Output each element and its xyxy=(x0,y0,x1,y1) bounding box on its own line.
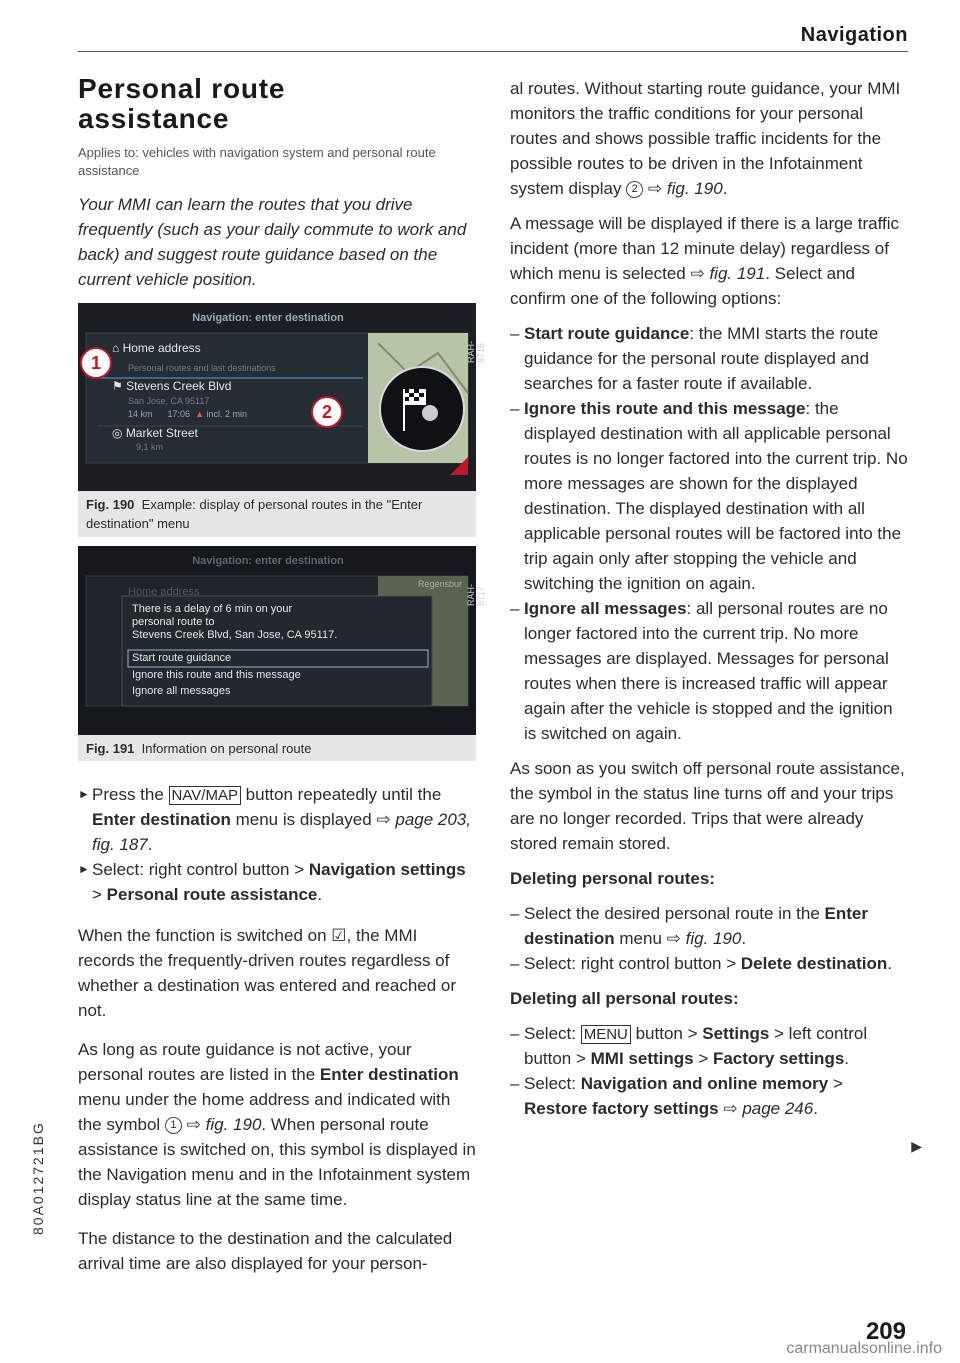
da2-bold-1: Navigation and online memory xyxy=(580,1074,829,1093)
delete-all-step-1: – Select: MENU button > Settings > left control button > MMI settings > Factory settings. xyxy=(510,1024,868,1068)
para1-text-b: , the MMI records the frequently-driven routes regardless of whether a destination was entered and reached or not. xyxy=(78,926,457,1020)
da2-text-a: Select: xyxy=(524,1074,581,1093)
fig190-personal-header: Personal routes and last destinations xyxy=(128,363,276,373)
step2-text-a: Select: right control button > xyxy=(92,860,309,879)
para1-text-a: When the function is switched on xyxy=(78,926,332,945)
left-para-1 xyxy=(78,923,476,1023)
option-ignore-all: – Ignore all messages: all personal routes are no longer factored into the current trip. No more messages are displayed. Messages for personal routes when there is increased traffic will appear again after the vehicle is stopped and the ignition is switched on again. xyxy=(510,599,893,743)
para2-text-c: . When personal route assistance is switched on, this symbol is displayed in the Navigation menu and in the Infotainment system display status line at the same time. xyxy=(78,1115,476,1209)
fig191-map-label: Regensbur xyxy=(418,579,463,589)
da1-text-c: > left control button > xyxy=(524,1024,868,1068)
fig190-route1: ⚑ Stevens Creek Blvd xyxy=(112,379,232,393)
left-column xyxy=(78,74,478,292)
step2-bold-2: Personal route assistance xyxy=(106,885,318,904)
del1-ref-link[interactable]: ⇨ fig. 190 xyxy=(666,929,742,948)
page-number: 209 xyxy=(865,1318,906,1345)
fig190-caption-text: Example: display of personal routes in the "Enter destination" menu xyxy=(86,497,423,531)
rpara2-text-b: . Select and confirm one of the following options: xyxy=(510,264,855,308)
delete-heading-text: Deleting personal routes xyxy=(510,869,710,888)
left-para-3: The distance to the destination and the calculated arrival time are also displayed for your person- xyxy=(78,1229,453,1273)
checkbox-icon: ☑ xyxy=(331,926,347,945)
applies-to: Applies to: vehicles with navigation system and personal route assistance xyxy=(78,145,436,178)
symbol-2-icon: 2 xyxy=(626,181,643,198)
step-1: ► Press the NAV/MAP button repeatedly until the Enter destination menu is displayed ⇨ page 203, fig. 187. xyxy=(78,782,476,857)
fig191-caption-label: Fig. 191 xyxy=(86,741,135,756)
intro-text: Your MMI can learn the routes that you drive frequently (such as your daily commute to work and back) and suggest route guidance based on the current vehicle position. xyxy=(78,195,467,289)
fig191-home: Home address xyxy=(128,586,200,598)
figure-190 xyxy=(78,303,486,491)
delete-all-heading: Deleting all personal routes: xyxy=(510,989,739,1008)
option-ignore-route: – Ignore this route and this message: the displayed destination with all applicable personal routes is no longer factored into the current trip. No more messages are shown for the displayed destination. The displayed destination with all applicable personal routes will be factored into the trip again only after stopping the vehicle and switching the ignition on again. xyxy=(510,399,908,593)
da1-text-b: button > xyxy=(630,1024,703,1043)
fig190-home-address: ⌂ Home address xyxy=(112,341,201,355)
fig190-route1-incl: incl. 2 min xyxy=(206,409,248,419)
site-watermark: carmanualsonline.info xyxy=(786,1340,942,1357)
del1-bold: Enter destination xyxy=(524,904,868,948)
fig190-code: RAH-8716 xyxy=(466,341,486,363)
menu-key: MENU xyxy=(581,1025,631,1044)
opt1-text: : the MMI starts the route guidance for the personal route displayed and searches for a faster route if available. xyxy=(524,324,879,393)
step-2: ► Select: right control button > Navigation settings > Personal route assistance. xyxy=(78,857,476,907)
da2-sep: > xyxy=(828,1074,843,1093)
opt2-text: : the displayed destination with all applicable personal routes is no longer factored into the current trip. No more messages are shown for the displayed destination. The displayed destination with all applicable personal routes will be factored into the trip again only after stopping the vehicle and switching the ignition on again. xyxy=(524,399,908,593)
rpara2-text-a: A message will be displayed if there is a large traffic incident (more than 12 minute delay) regardless of which menu is selected xyxy=(510,214,899,283)
fig190-route2-name: Market Street xyxy=(125,426,198,440)
figure-191 xyxy=(78,546,486,735)
step2-bold-1: Navigation settings xyxy=(308,860,466,879)
step-arrow-icon: ► xyxy=(78,862,90,876)
fig191-popup-line3: Stevens Creek Blvd, San Jose, CA 95117. xyxy=(132,629,338,641)
right-para-3: As soon as you switch off personal route assistance, the symbol in the status line turns off and your trips are no longer recorded. Trips that were already stored remain stored. xyxy=(510,759,905,853)
del2-text-a: Select: right control button > xyxy=(524,954,741,973)
document-code: 80A012721BG xyxy=(30,1121,46,1235)
delete-step-1: – Select the desired personal route in the Enter destination menu ⇨ fig. 190. xyxy=(510,904,868,948)
delete-all-step-2: – Select: Navigation and online memory > Restore factory settings ⇨ page 246. xyxy=(510,1074,843,1118)
left-body xyxy=(78,782,476,1276)
fig191-popup-message xyxy=(132,603,337,642)
opt3-text: : all personal routes are no longer factored into the current trip. No more messages are displayed. Messages for personal routes when there is increased traffic will appear again after the vehicle is stopped and the ignition is switched on again. xyxy=(524,599,893,743)
section-title: Personal route assistance xyxy=(78,73,286,134)
delete-all-heading-text: Deleting all personal routes xyxy=(510,989,733,1008)
fig190-route1-details xyxy=(128,409,247,419)
da1-bold-1: Settings xyxy=(702,1024,770,1043)
continue-arrow-icon: ▶ xyxy=(911,1138,922,1154)
right-para-1: al routes. Without starting route guidance, your MMI monitors the traffic conditions for your personal routes and shows possible traffic incidents for the possible routes to be driven in the Infotainment system display 2 ⇨ fig. 190. xyxy=(510,79,901,198)
da1-bold-3: Factory settings xyxy=(712,1049,845,1068)
del1-text-a: Select the desired personal route in the xyxy=(524,904,825,923)
del1-text-b: menu xyxy=(614,929,667,948)
callout-1: 1 xyxy=(80,347,112,379)
figure-191-caption xyxy=(78,735,476,761)
header-rule xyxy=(78,51,908,52)
para2-text-b: menu under the home address and indicated with the symbol xyxy=(78,1090,451,1134)
rpara1-text: al routes. Without starting route guidance, your MMI monitors the traffic conditions for your personal routes and shows possible traffic incidents for the possible routes to be driven in the Infotainment system display xyxy=(510,79,901,198)
fig190-route1-city: San Jose, CA 95117 xyxy=(128,396,210,406)
left-para-2 xyxy=(78,1037,476,1212)
callout-2: 2 xyxy=(311,396,343,428)
fig191-popup-line1: There is a delay of 6 min on your xyxy=(132,603,293,615)
rpara1-ref-link[interactable]: ⇨ fig. 190 xyxy=(643,179,723,198)
para2-bold: Enter destination xyxy=(319,1065,459,1084)
fig190-route2-km: 9,1 km xyxy=(136,442,164,452)
para2-ref-link[interactable]: ⇨ fig. 190 xyxy=(181,1115,262,1134)
figure-190-caption xyxy=(78,491,476,537)
step-arrow-icon: ► xyxy=(78,787,90,801)
opt1-bold: Start route guidance xyxy=(524,324,690,343)
fig191-code: RAH-8717 xyxy=(466,584,486,606)
fig190-route2: ◎ Market Street xyxy=(112,426,198,440)
option-start-route: – Start route guidance: the MMI starts the route guidance for the personal route displayed and searches for a faster route if available. xyxy=(510,324,879,393)
fig190-route1-name: Stevens Creek Blvd xyxy=(126,379,232,393)
fig191-option-start: Start route guidance xyxy=(132,652,232,664)
fig191-option-ignore-route: Ignore this route and this message xyxy=(132,669,301,681)
warning-icon: ▲ xyxy=(195,409,204,419)
step1-text-c: menu is displayed xyxy=(230,810,377,829)
fig190-screen-title: Navigation: enter destination xyxy=(192,312,344,324)
delete-step-2: – Select: right control button > Delete destination. xyxy=(510,954,893,973)
fig190-caption-label: Fig. 190 xyxy=(86,497,135,512)
opt3-bold: Ignore all messages xyxy=(524,599,687,618)
fig190-route1-km: 14 km xyxy=(128,409,153,419)
da2-ref-link[interactable]: ⇨ page 246 xyxy=(718,1099,814,1118)
fig191-option-ignore-all: Ignore all messages xyxy=(132,685,231,697)
step2-sep: > xyxy=(92,885,107,904)
fig190-route1-time: 17:06 xyxy=(167,409,191,419)
running-header: Navigation xyxy=(800,24,908,46)
fig191-caption-text: Information on personal route xyxy=(141,741,312,756)
da2-bold-2: Restore factory settings xyxy=(524,1099,719,1118)
step1-text-a: Press the xyxy=(92,785,169,804)
da1-bold-2: MMI settings xyxy=(590,1049,694,1068)
symbol-1-icon: 1 xyxy=(165,1117,182,1134)
step1-text-b: button repeatedly until the xyxy=(240,785,442,804)
fig191-popup-line2: personal route to xyxy=(132,616,215,628)
nav-map-key: NAV/MAP xyxy=(169,786,241,805)
right-para-2 xyxy=(510,211,908,311)
delete-heading: Deleting personal routes: xyxy=(510,869,715,888)
fig190-home-label: Home address xyxy=(122,341,201,355)
da1-text-d: > xyxy=(693,1049,713,1068)
opt2-bold: Ignore this route and this message xyxy=(524,399,806,418)
da1-text-a: Select: xyxy=(524,1024,581,1043)
del2-bold: Delete destination xyxy=(740,954,888,973)
fig191-screen-title: Navigation: enter destination xyxy=(192,555,344,567)
step1-ref-link[interactable]: ⇨ page 203, fig. 187 xyxy=(92,810,471,854)
rpara2-ref-link[interactable]: ⇨ fig. 191 xyxy=(690,264,766,283)
step1-bold: Enter destination xyxy=(92,810,231,829)
para2-text-a: As long as route guidance is not active, your personal routes are listed in the xyxy=(78,1040,412,1084)
right-column xyxy=(510,76,908,1121)
